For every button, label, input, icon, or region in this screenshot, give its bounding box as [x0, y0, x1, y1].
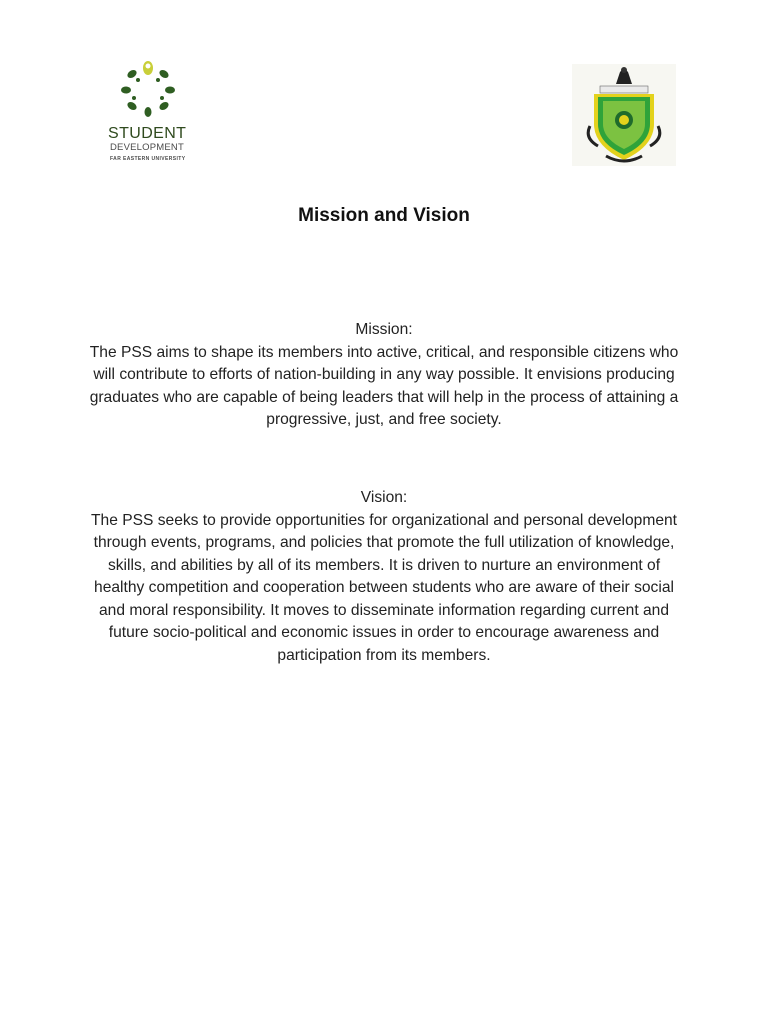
vision-heading: Vision:: [360, 489, 408, 506]
mission-section: [84, 319, 684, 432]
logo-subtitle: DEVELOPMENT: [110, 142, 184, 153]
pss-crest-icon: [572, 64, 676, 166]
mission-body: The PSS aims to shape its members into active, critical, and responsible citizens who will contribute to efforts of nation-building in any way possible. It envisions producing graduates who are capable of being leaders that will help in the process of attaining a progressive, just, and free society.: [89, 343, 679, 428]
vision-body: The PSS seeks to provide opportunities for organizational and personal development through events, programs, and policies that promote the full utilization of knowledge, skills, and abilities by all of its members. It is driven to nurture an environment of healthy competition and cooperation between students who are aware of their social and moral responsibility. It moves to disseminate information regarding current and future socio-political and economic issues in order to encourage awareness and participation from its members.: [91, 511, 677, 664]
logo-organization: FAR EASTERN UNIVERSITY: [110, 156, 186, 162]
vision-section: [84, 487, 684, 667]
page-title: Mission and Vision: [298, 205, 470, 226]
mission-heading: Mission:: [355, 321, 413, 338]
logo-title: STUDENT: [108, 125, 187, 142]
